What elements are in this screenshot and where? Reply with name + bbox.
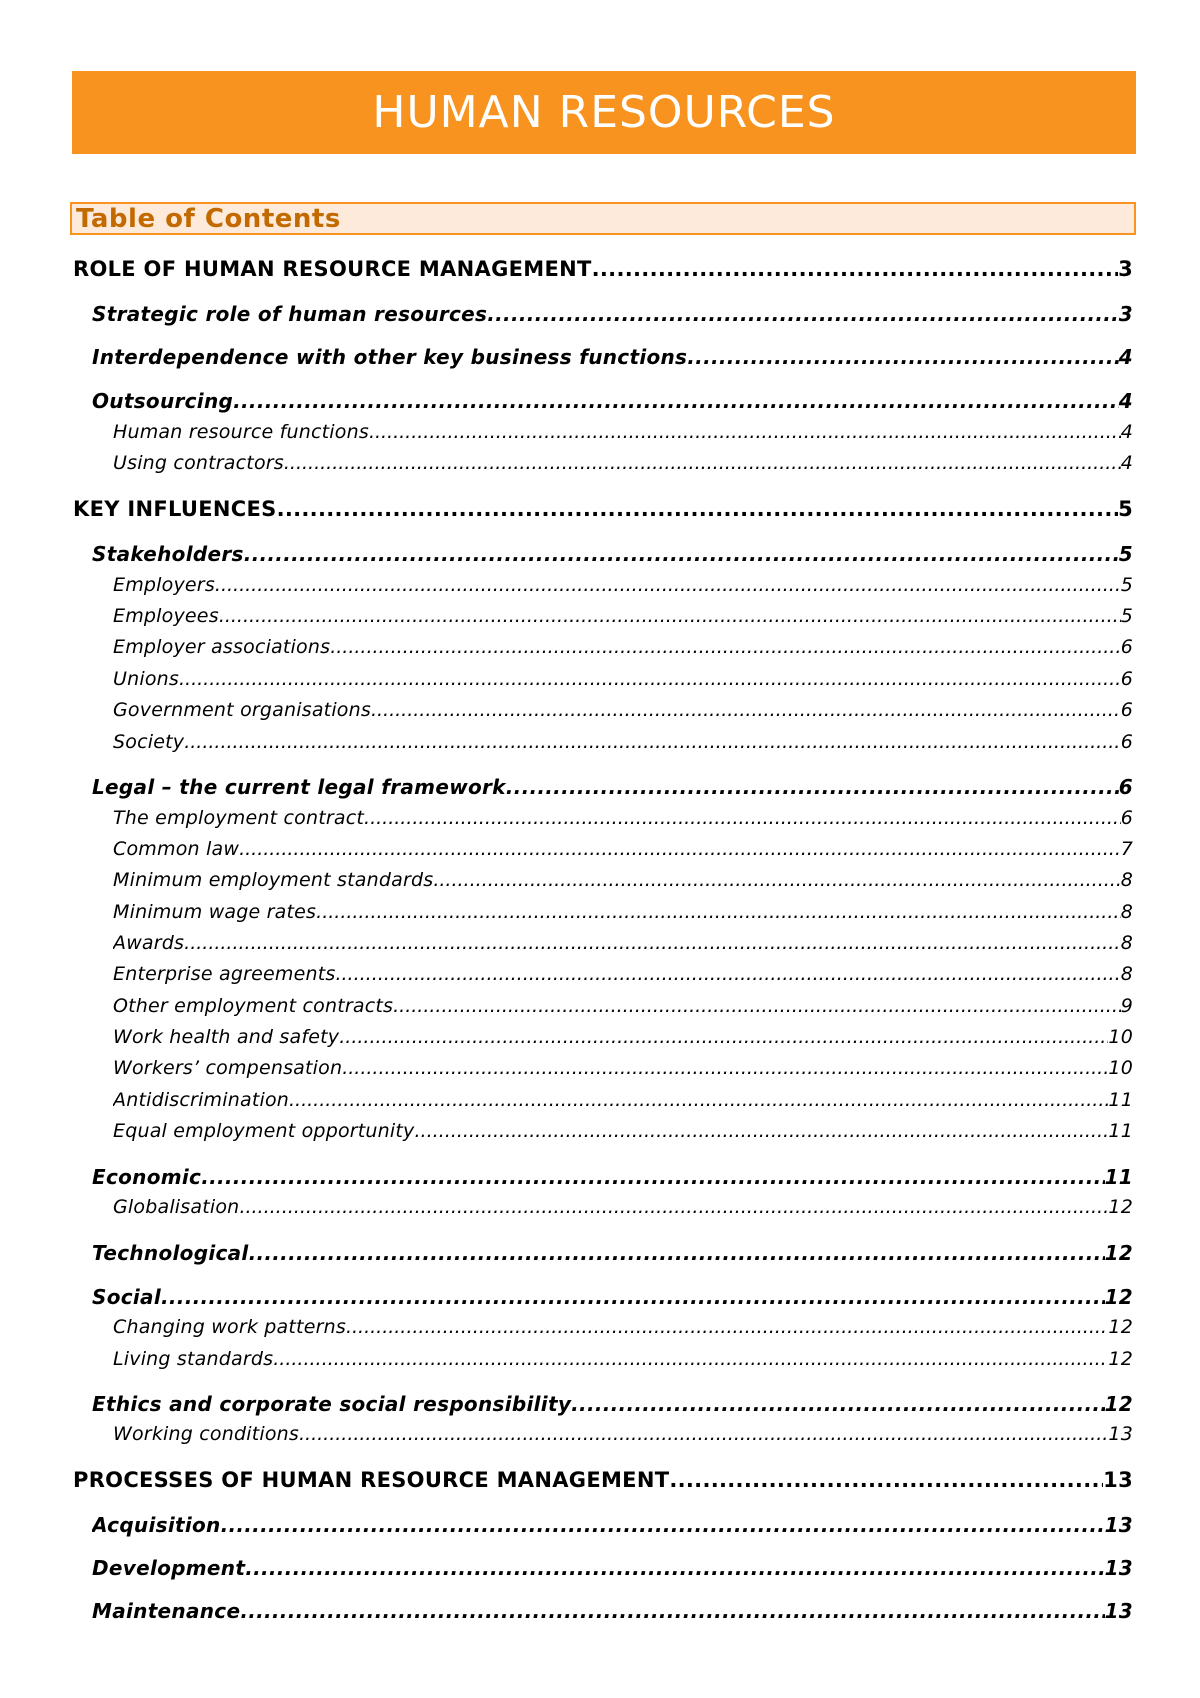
- toc-dot-leader: [239, 838, 1121, 860]
- toc-page-number: 8: [1120, 932, 1133, 954]
- toc-page-number: 13: [1108, 1423, 1133, 1445]
- toc-entry-title: Awards: [113, 932, 185, 954]
- toc-entry-level-3[interactable]: [113, 668, 1133, 690]
- toc-page-number: 3: [1118, 257, 1133, 281]
- toc-entry-title: Changing work patterns: [113, 1316, 346, 1338]
- toc-page-number: 4: [1118, 345, 1133, 369]
- toc-entry-level-2[interactable]: [92, 1165, 1133, 1189]
- toc-dot-leader: [316, 901, 1121, 923]
- toc-entry-title: Technological: [92, 1241, 249, 1265]
- toc-page-number: 13: [1104, 1513, 1133, 1537]
- toc-entry-title: Minimum wage rates: [113, 901, 317, 923]
- toc-entry-title: Economic: [92, 1165, 202, 1189]
- toc-entry-level-3[interactable]: [113, 838, 1133, 860]
- toc-dot-leader: [179, 668, 1121, 690]
- toc-page-number: 5: [1120, 605, 1133, 627]
- toc-dot-leader: [433, 869, 1120, 891]
- toc-page-number: 6: [1120, 699, 1133, 721]
- toc-entry-level-3[interactable]: [113, 605, 1133, 627]
- toc-entry-level-2[interactable]: [92, 302, 1133, 326]
- toc-page-number: 13: [1103, 1468, 1133, 1492]
- toc-dot-leader: [161, 1285, 1105, 1309]
- toc-dot-leader: [393, 995, 1121, 1017]
- toc-entry-title: Acquisition: [92, 1513, 221, 1537]
- toc-entry-title: Social: [92, 1285, 162, 1309]
- toc-entry-level-3[interactable]: [113, 636, 1133, 658]
- toc-entry-title: Development: [92, 1556, 246, 1580]
- toc-entry-level-3[interactable]: [113, 421, 1133, 443]
- toc-entry-level-3[interactable]: [113, 869, 1133, 891]
- toc-entry-title: Outsourcing: [92, 389, 234, 413]
- toc-entry-level-2[interactable]: [92, 542, 1133, 566]
- toc-dot-leader: [184, 731, 1121, 753]
- toc-page-number: 4: [1118, 389, 1133, 413]
- toc-dot-leader: [221, 1513, 1105, 1537]
- toc-entry-level-3[interactable]: [113, 1196, 1133, 1218]
- toc-dot-leader: [284, 452, 1121, 474]
- toc-entry-title: Using contractors: [113, 452, 284, 474]
- toc-entry-level-2[interactable]: [92, 1556, 1133, 1580]
- toc-dot-leader: [249, 1241, 1105, 1265]
- toc-page-number: 4: [1120, 421, 1133, 443]
- toc-page-number: 8: [1120, 869, 1133, 891]
- toc-entry-title: Equal employment opportunity: [113, 1120, 415, 1142]
- toc-dot-leader: [330, 636, 1121, 658]
- toc-entry-title: Ethics and corporate social responsibility: [92, 1392, 572, 1416]
- toc-dot-leader: [240, 1599, 1104, 1623]
- toc-page-number: 11: [1108, 1120, 1133, 1142]
- toc-page-number: 10: [1108, 1026, 1133, 1048]
- toc-entry-level-2[interactable]: [92, 389, 1133, 413]
- toc-dot-leader: [415, 1120, 1109, 1142]
- toc-entry-title: Employer associations: [113, 636, 331, 658]
- toc-dot-leader: [487, 302, 1119, 326]
- toc-entry-title: Common law: [113, 838, 240, 860]
- toc-entry-level-2[interactable]: [92, 1599, 1133, 1623]
- toc-entry-level-2[interactable]: [92, 345, 1133, 369]
- toc-dot-leader: [277, 497, 1119, 521]
- toc-entry-title: Other employment contracts: [113, 995, 394, 1017]
- toc-page-number: 6: [1120, 731, 1133, 753]
- toc-page-number: 5: [1118, 497, 1133, 521]
- toc-page-number: 8: [1120, 901, 1133, 923]
- toc-entry-level-3[interactable]: [113, 699, 1133, 721]
- toc-entry-level-3[interactable]: [113, 1423, 1133, 1445]
- toc-entry-level-2[interactable]: [92, 1285, 1133, 1309]
- toc-page-number: 5: [1120, 574, 1133, 596]
- toc-entry-title: Unions: [113, 668, 179, 690]
- toc-entry-title: Globalisation: [113, 1196, 240, 1218]
- toc-page-number: 6: [1120, 636, 1133, 658]
- toc-entry-level-3[interactable]: [113, 1026, 1133, 1048]
- toc-entry-level-2[interactable]: [92, 775, 1133, 799]
- toc-entry-level-2[interactable]: [92, 1513, 1133, 1537]
- toc-entry-level-1[interactable]: [73, 497, 1133, 521]
- toc-dot-leader: [215, 574, 1121, 596]
- toc-entry-title: Strategic role of human resources: [92, 302, 488, 326]
- toc-entry-title: KEY INFLUENCES: [73, 497, 277, 521]
- toc-dot-leader: [342, 1057, 1108, 1079]
- toc-entry-level-3[interactable]: [113, 452, 1133, 474]
- toc-entry-title: Antidiscrimination: [113, 1089, 290, 1111]
- toc-entry-level-3[interactable]: [113, 1057, 1133, 1079]
- toc-entry-level-1[interactable]: [73, 257, 1133, 281]
- toc-entry-level-1[interactable]: [73, 1468, 1133, 1492]
- toc-dot-leader: [184, 932, 1121, 954]
- toc-dot-leader: [289, 1089, 1108, 1111]
- toc-entry-title: Human resource functions: [113, 421, 369, 443]
- toc-entry-title: Enterprise agreements: [113, 963, 336, 985]
- toc-entry-title: Employees: [113, 605, 219, 627]
- toc-page-number: 12: [1108, 1196, 1133, 1218]
- toc-entry-title: Society: [113, 731, 185, 753]
- toc-dot-leader: [369, 421, 1121, 443]
- toc-dot-leader: [233, 389, 1119, 413]
- toc-entry-title: Working conditions: [113, 1423, 299, 1445]
- toc-entry-title: Minimum employment standards: [113, 869, 434, 891]
- toc-entry-level-3[interactable]: [113, 995, 1133, 1017]
- toc-entry-title: PROCESSES OF HUMAN RESOURCE MANAGEMENT: [73, 1468, 670, 1492]
- toc-page-number: 6: [1118, 775, 1133, 799]
- toc-dot-leader: [201, 1165, 1104, 1189]
- toc-page-number: 5: [1118, 542, 1133, 566]
- toc-page-number: 6: [1120, 668, 1133, 690]
- toc-page-number: 12: [1108, 1316, 1133, 1338]
- toc-entry-title: Interdependence with other key business functions: [92, 345, 688, 369]
- toc-page-number: 7: [1120, 838, 1133, 860]
- toc-dot-leader: [506, 775, 1119, 799]
- toc-page-number: 12: [1104, 1241, 1133, 1265]
- toc-page-number: 3: [1118, 302, 1133, 326]
- toc-page-number: 12: [1108, 1348, 1133, 1370]
- toc-page-number: 11: [1104, 1165, 1133, 1189]
- toc-page-number: 12: [1104, 1392, 1133, 1416]
- toc-dot-leader: [339, 1026, 1108, 1048]
- toc-entry-title: Living standards: [113, 1348, 274, 1370]
- toc-entry-level-3[interactable]: [113, 1089, 1133, 1111]
- toc-entry-level-3[interactable]: [113, 963, 1133, 985]
- toc-entry-title: Workers’ compensation: [113, 1057, 343, 1079]
- toc-dot-leader: [669, 1468, 1103, 1492]
- toc-page-number: 9: [1120, 995, 1133, 1017]
- toc-entry-level-3[interactable]: [113, 731, 1133, 753]
- toc-entry-level-3[interactable]: [113, 574, 1133, 596]
- toc-entry-title: Maintenance: [92, 1599, 241, 1623]
- toc-entry-title: Government organisations: [113, 699, 371, 721]
- toc-entry-level-2[interactable]: [92, 1241, 1133, 1265]
- toc-page-number: 10: [1108, 1057, 1133, 1079]
- toc-dot-leader: [687, 345, 1119, 369]
- toc-entry-level-3[interactable]: [113, 901, 1133, 923]
- toc-dot-leader: [592, 257, 1118, 281]
- toc-heading: Table of Contents: [76, 203, 341, 234]
- toc-entry-title: Employers: [113, 574, 215, 596]
- toc-entry-level-3[interactable]: [113, 1120, 1133, 1142]
- toc-page-number: 11: [1108, 1089, 1133, 1111]
- toc-entry-title: Stakeholders: [92, 542, 244, 566]
- toc-entry-level-3[interactable]: [113, 1348, 1133, 1370]
- toc-dot-leader: [219, 605, 1121, 627]
- toc-dot-leader: [346, 1316, 1108, 1338]
- toc-dot-leader: [244, 542, 1119, 566]
- toc-entry-title: Work health and safety: [113, 1026, 340, 1048]
- toc-page-number: 4: [1120, 452, 1133, 474]
- toc-page-number: 12: [1104, 1285, 1133, 1309]
- toc-dot-leader: [245, 1556, 1104, 1580]
- toc-entry-level-3[interactable]: [113, 1316, 1133, 1338]
- document-title: HUMAN RESOURCES: [372, 87, 836, 138]
- toc-dot-leader: [273, 1348, 1108, 1370]
- toc-page-number: 6: [1120, 807, 1133, 829]
- toc-dot-leader: [371, 699, 1121, 721]
- toc-dot-leader: [364, 807, 1121, 829]
- toc-entry-title: Legal – the current legal framework: [92, 775, 506, 799]
- toc-dot-leader: [335, 963, 1120, 985]
- toc-entry-title: The employment contract: [113, 807, 365, 829]
- toc-entry-title: ROLE OF HUMAN RESOURCE MANAGEMENT: [73, 257, 592, 281]
- toc-page-number: 8: [1120, 963, 1133, 985]
- toc-entry-level-3[interactable]: [113, 807, 1133, 829]
- toc-dot-leader: [299, 1423, 1108, 1445]
- toc-page-number: 13: [1104, 1556, 1133, 1580]
- toc-page-number: 13: [1104, 1599, 1133, 1623]
- toc-entry-level-3[interactable]: [113, 932, 1133, 954]
- toc-dot-leader: [571, 1392, 1104, 1416]
- toc-entry-level-2[interactable]: [92, 1392, 1133, 1416]
- toc-dot-leader: [239, 1196, 1108, 1218]
